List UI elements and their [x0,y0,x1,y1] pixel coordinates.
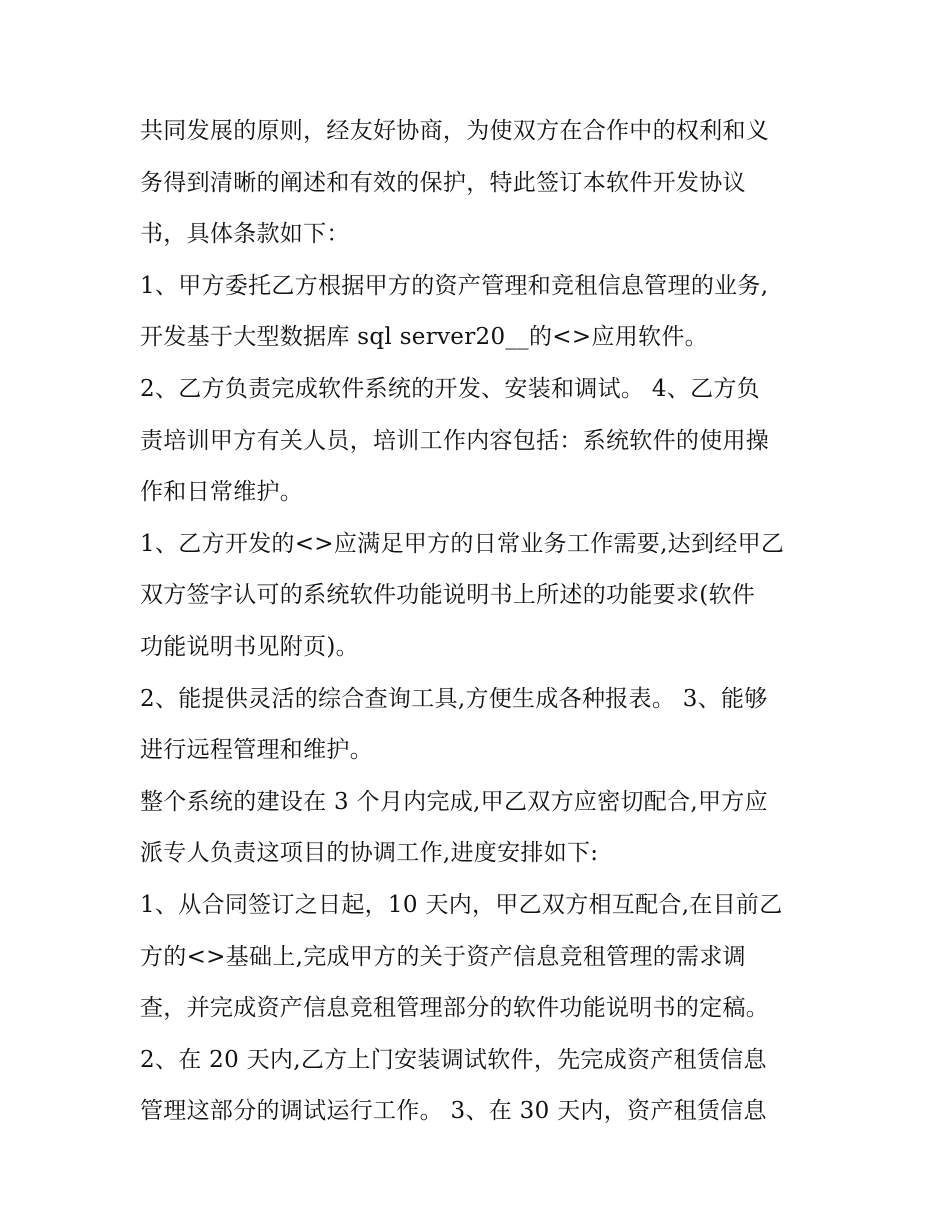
text-line: 1、甲方委托乙方根据甲方的资产管理和竞租信息管理的业务, [140,272,769,299]
text-line: 2、能提供灵活的综合查询工具,方便生成各种报表。 3、能够 [140,685,768,712]
text-line: 方的<>基础上,完成甲方的关于资产信息竞租管理的需求调 [140,943,746,970]
text-line: 1、乙方开发的<>应满足甲方的日常业务工作需要,达到经甲乙 [140,530,785,557]
text-line: 查，并完成资产信息竞租管理部分的软件功能说明书的定稿。 [140,995,770,1022]
text-line: 作和日常维护。 [140,479,304,506]
text-line: 管理这部分的调试运行工作。 3、在 30 天内，资产租赁信息 [140,1098,767,1125]
text-line: 进行远程管理和维护。 [140,737,373,764]
document-body [140,106,820,1138]
text-line: 派专人负责这项目的协调工作,进度安排如下: [140,840,599,867]
text-line: 功能说明书见附页)。 [140,633,359,660]
text-line: 书，具体条款如下： [140,221,350,248]
text-line: 2、在 20 天内,乙方上门安装调试软件，先完成资产租赁信息 [140,1046,767,1073]
text-line: 双方签字认可的系统软件功能说明书上所述的功能要求(软件 [140,582,756,609]
text-line: 2、乙方负责完成软件系统的开发、安装和调试。 4、乙方负 [140,375,760,402]
text-line: 1、从合同签订之日起，10 天内，甲乙双方相互配合,在目前乙 [140,891,783,918]
text-line: 整个系统的建设在 3 个月内完成,甲乙双方应密切配合,甲方应 [140,788,768,815]
text-line: 共同发展的原则，经友好协商，为使双方在合作中的权利和义 [140,118,770,144]
text-line: 开发基于大型数据库 sql server20__的<>应用软件。 [140,324,708,351]
text-line: 务得到清晰的阐述和有效的保护，特此签订本软件开发协议 [140,169,746,196]
text-line: 责培训甲方有关人员，培训工作内容包括：系统软件的使用操 [140,427,770,454]
